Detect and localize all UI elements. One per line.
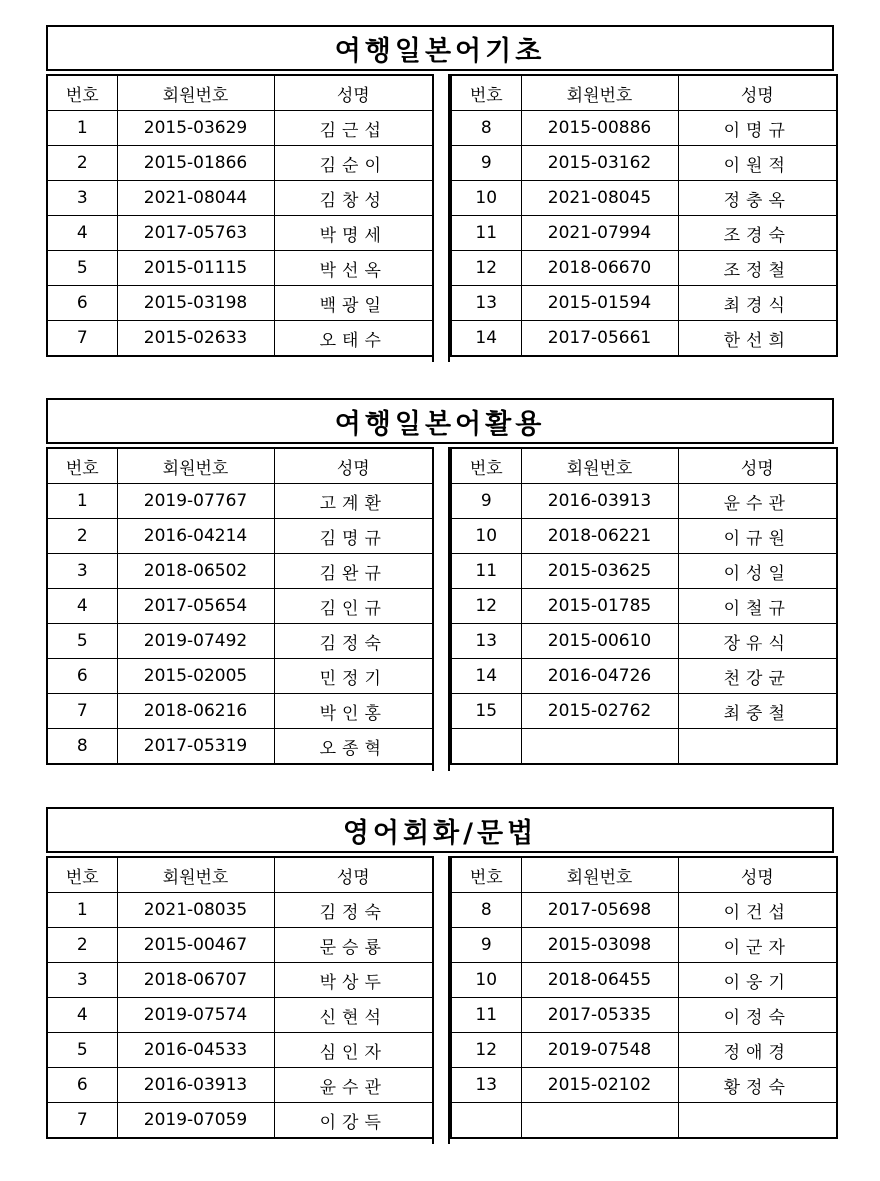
roster-table-right <box>450 856 838 1139</box>
table-row <box>451 554 837 589</box>
cell-member-id: 2019-07574 <box>117 998 274 1033</box>
cell-name: 천강균 <box>678 659 837 694</box>
cell-name: 박명세 <box>274 216 433 251</box>
cell-member-id: 2017-05335 <box>521 998 678 1033</box>
cell-no: 3 <box>47 963 117 998</box>
cell-no: 10 <box>451 519 521 554</box>
cell-no: 10 <box>451 181 521 216</box>
table-row <box>451 893 837 928</box>
cell-no: 2 <box>47 146 117 181</box>
cell-no: 14 <box>451 321 521 357</box>
cell-no: 13 <box>451 1068 521 1103</box>
cell-no: 12 <box>451 589 521 624</box>
header-no: 번호 <box>451 448 521 484</box>
cell-member-id: 2019-07767 <box>117 484 274 519</box>
cell-name: 이군자 <box>678 928 837 963</box>
cell-no: 8 <box>47 729 117 765</box>
cell-member-id: 2015-00886 <box>521 111 678 146</box>
cell-no: 5 <box>47 1033 117 1068</box>
cell-member-id: 2015-01594 <box>521 286 678 321</box>
cell-name: 김명규 <box>274 519 433 554</box>
cell-name: 박상두 <box>274 963 433 998</box>
cell-name: 최중철 <box>678 694 837 729</box>
header-no: 번호 <box>47 75 117 111</box>
cell-member-id: 2018-06502 <box>117 554 274 589</box>
table-row <box>451 519 837 554</box>
cell-no: 6 <box>47 286 117 321</box>
table-row <box>47 694 433 729</box>
cell-member-id: 2018-06455 <box>521 963 678 998</box>
column-gap <box>432 74 450 362</box>
cell-name: 이원적 <box>678 146 837 181</box>
cell-name: 윤수관 <box>274 1068 433 1103</box>
table-row <box>451 928 837 963</box>
section-title: 여행일본어기초 <box>46 25 834 71</box>
cell-member-id: 2016-04726 <box>521 659 678 694</box>
cell-no: 7 <box>47 1103 117 1139</box>
cell-no: 9 <box>451 484 521 519</box>
cell-member-id: 2019-07059 <box>117 1103 274 1139</box>
table-row <box>47 286 433 321</box>
table-row <box>47 624 433 659</box>
section-title: 영어회화/문법 <box>46 807 834 853</box>
header-member-id: 회원번호 <box>117 857 274 893</box>
cell-no: 4 <box>47 216 117 251</box>
cell-name: 박선옥 <box>274 251 433 286</box>
header-member-id: 회원번호 <box>117 448 274 484</box>
column-gap <box>432 447 450 771</box>
cell-member-id: 2015-03162 <box>521 146 678 181</box>
cell-name: 최경식 <box>678 286 837 321</box>
table-row <box>47 589 433 624</box>
cell-no: 5 <box>47 251 117 286</box>
cell-member-id: 2021-08035 <box>117 893 274 928</box>
cell-name: 이규원 <box>678 519 837 554</box>
table-row <box>47 928 433 963</box>
header-member-id: 회원번호 <box>521 75 678 111</box>
cell-member-id <box>521 1103 678 1139</box>
cell-name: 정애경 <box>678 1033 837 1068</box>
cell-no: 2 <box>47 519 117 554</box>
cell-member-id: 2017-05661 <box>521 321 678 357</box>
table-row <box>451 589 837 624</box>
table-row <box>451 624 837 659</box>
cell-no: 11 <box>451 998 521 1033</box>
cell-no: 13 <box>451 286 521 321</box>
cell-member-id: 2018-06221 <box>521 519 678 554</box>
cell-no: 2 <box>47 928 117 963</box>
cell-no: 3 <box>47 554 117 589</box>
header-name: 성명 <box>678 857 837 893</box>
cell-name: 이명규 <box>678 111 837 146</box>
cell-no: 6 <box>47 1068 117 1103</box>
cell-no: 1 <box>47 111 117 146</box>
header-no: 번호 <box>47 448 117 484</box>
cell-no: 3 <box>47 181 117 216</box>
cell-name: 민정기 <box>274 659 433 694</box>
cell-member-id: 2015-03198 <box>117 286 274 321</box>
table-header-row <box>451 75 837 111</box>
cell-name: 윤수관 <box>678 484 837 519</box>
cell-no: 1 <box>47 484 117 519</box>
column-gap <box>432 856 450 1144</box>
cell-member-id: 2017-05763 <box>117 216 274 251</box>
cell-name: 박인홍 <box>274 694 433 729</box>
cell-name: 고계환 <box>274 484 433 519</box>
table-row <box>451 1068 837 1103</box>
cell-member-id: 2015-00467 <box>117 928 274 963</box>
table-row <box>451 1103 837 1139</box>
table-row <box>47 216 433 251</box>
table-row <box>451 729 837 765</box>
cell-member-id: 2015-01115 <box>117 251 274 286</box>
cell-member-id: 2015-00610 <box>521 624 678 659</box>
roster-table-left <box>46 447 434 765</box>
cell-member-id: 2015-02102 <box>521 1068 678 1103</box>
cell-name: 김정숙 <box>274 893 433 928</box>
table-row <box>47 1033 433 1068</box>
cell-member-id: 2019-07492 <box>117 624 274 659</box>
header-no: 번호 <box>47 857 117 893</box>
table-row <box>451 1033 837 1068</box>
table-header-row <box>47 448 433 484</box>
cell-name: 김정숙 <box>274 624 433 659</box>
cell-name: 이강득 <box>274 1103 433 1139</box>
table-row <box>451 286 837 321</box>
header-member-id: 회원번호 <box>521 857 678 893</box>
roster-table-left <box>46 856 434 1139</box>
cell-no: 12 <box>451 1033 521 1068</box>
cell-no: 5 <box>47 624 117 659</box>
table-row <box>47 998 433 1033</box>
cell-name: 정충옥 <box>678 181 837 216</box>
cell-member-id: 2016-03913 <box>521 484 678 519</box>
header-member-id: 회원번호 <box>521 448 678 484</box>
cell-name: 오태수 <box>274 321 433 357</box>
cell-name: 이정숙 <box>678 998 837 1033</box>
cell-no: 11 <box>451 554 521 589</box>
cell-name: 황정숙 <box>678 1068 837 1103</box>
cell-name: 김근섭 <box>274 111 433 146</box>
cell-member-id: 2015-03629 <box>117 111 274 146</box>
cell-no: 14 <box>451 659 521 694</box>
cell-member-id: 2021-08044 <box>117 181 274 216</box>
table-row <box>451 963 837 998</box>
table-header-row <box>47 75 433 111</box>
cell-name: 이철규 <box>678 589 837 624</box>
cell-name: 한선희 <box>678 321 837 357</box>
cell-member-id: 2021-07994 <box>521 216 678 251</box>
table-row <box>47 111 433 146</box>
table-row <box>451 216 837 251</box>
table-row <box>47 554 433 589</box>
cell-name: 이웅기 <box>678 963 837 998</box>
cell-name: 오종혁 <box>274 729 433 765</box>
table-row <box>451 694 837 729</box>
cell-member-id: 2018-06216 <box>117 694 274 729</box>
cell-member-id: 2021-08045 <box>521 181 678 216</box>
cell-name <box>678 729 837 765</box>
cell-no: 6 <box>47 659 117 694</box>
table-header-row <box>47 857 433 893</box>
header-name: 성명 <box>274 75 433 111</box>
cell-no: 4 <box>47 998 117 1033</box>
table-row <box>47 146 433 181</box>
cell-member-id: 2016-03913 <box>117 1068 274 1103</box>
cell-no: 12 <box>451 251 521 286</box>
cell-member-id: 2018-06707 <box>117 963 274 998</box>
table-row <box>451 146 837 181</box>
header-member-id: 회원번호 <box>117 75 274 111</box>
cell-member-id: 2019-07548 <box>521 1033 678 1068</box>
cell-no: 1 <box>47 893 117 928</box>
table-row <box>47 519 433 554</box>
cell-name: 김창성 <box>274 181 433 216</box>
table-row <box>47 181 433 216</box>
table-row <box>47 963 433 998</box>
cell-member-id: 2015-02633 <box>117 321 274 357</box>
cell-no: 9 <box>451 928 521 963</box>
cell-member-id: 2015-03098 <box>521 928 678 963</box>
cell-no: 15 <box>451 694 521 729</box>
table-row <box>47 321 433 357</box>
roster-table-right <box>450 74 838 357</box>
cell-no: 8 <box>451 111 521 146</box>
cell-name: 조정철 <box>678 251 837 286</box>
roster-table-right <box>450 447 838 765</box>
cell-no: 7 <box>47 694 117 729</box>
table-row <box>47 1068 433 1103</box>
cell-member-id: 2016-04533 <box>117 1033 274 1068</box>
header-name: 성명 <box>274 448 433 484</box>
cell-member-id: 2015-02005 <box>117 659 274 694</box>
table-row <box>47 893 433 928</box>
cell-name: 김완규 <box>274 554 433 589</box>
cell-no: 7 <box>47 321 117 357</box>
cell-name <box>678 1103 837 1139</box>
table-row <box>451 998 837 1033</box>
cell-member-id: 2015-01785 <box>521 589 678 624</box>
cell-no: 11 <box>451 216 521 251</box>
header-name: 성명 <box>678 448 837 484</box>
table-row <box>47 1103 433 1139</box>
cell-name: 이성일 <box>678 554 837 589</box>
cell-no <box>451 729 521 765</box>
cell-member-id <box>521 729 678 765</box>
section-title: 여행일본어활용 <box>46 398 834 444</box>
cell-no <box>451 1103 521 1139</box>
table-row <box>47 659 433 694</box>
cell-name: 조경숙 <box>678 216 837 251</box>
cell-name: 장유식 <box>678 624 837 659</box>
table-row <box>451 321 837 357</box>
cell-name: 신현석 <box>274 998 433 1033</box>
header-name: 성명 <box>274 857 433 893</box>
table-row <box>47 484 433 519</box>
cell-name: 문승룡 <box>274 928 433 963</box>
table-row <box>47 251 433 286</box>
cell-name: 김순이 <box>274 146 433 181</box>
header-name: 성명 <box>678 75 837 111</box>
header-no: 번호 <box>451 75 521 111</box>
cell-name: 이건섭 <box>678 893 837 928</box>
roster-table-left <box>46 74 434 357</box>
cell-member-id: 2015-03625 <box>521 554 678 589</box>
cell-no: 13 <box>451 624 521 659</box>
table-header-row <box>451 448 837 484</box>
table-row <box>451 111 837 146</box>
cell-name: 김인규 <box>274 589 433 624</box>
header-no: 번호 <box>451 857 521 893</box>
table-row <box>47 729 433 765</box>
cell-name: 심인자 <box>274 1033 433 1068</box>
cell-no: 10 <box>451 963 521 998</box>
table-row <box>451 181 837 216</box>
table-row <box>451 484 837 519</box>
cell-no: 8 <box>451 893 521 928</box>
cell-member-id: 2015-01866 <box>117 146 274 181</box>
cell-no: 4 <box>47 589 117 624</box>
cell-name: 백광일 <box>274 286 433 321</box>
cell-member-id: 2018-06670 <box>521 251 678 286</box>
table-row <box>451 251 837 286</box>
cell-member-id: 2015-02762 <box>521 694 678 729</box>
table-row <box>451 659 837 694</box>
cell-member-id: 2017-05654 <box>117 589 274 624</box>
cell-member-id: 2017-05319 <box>117 729 274 765</box>
table-header-row <box>451 857 837 893</box>
cell-no: 9 <box>451 146 521 181</box>
cell-member-id: 2017-05698 <box>521 893 678 928</box>
cell-member-id: 2016-04214 <box>117 519 274 554</box>
